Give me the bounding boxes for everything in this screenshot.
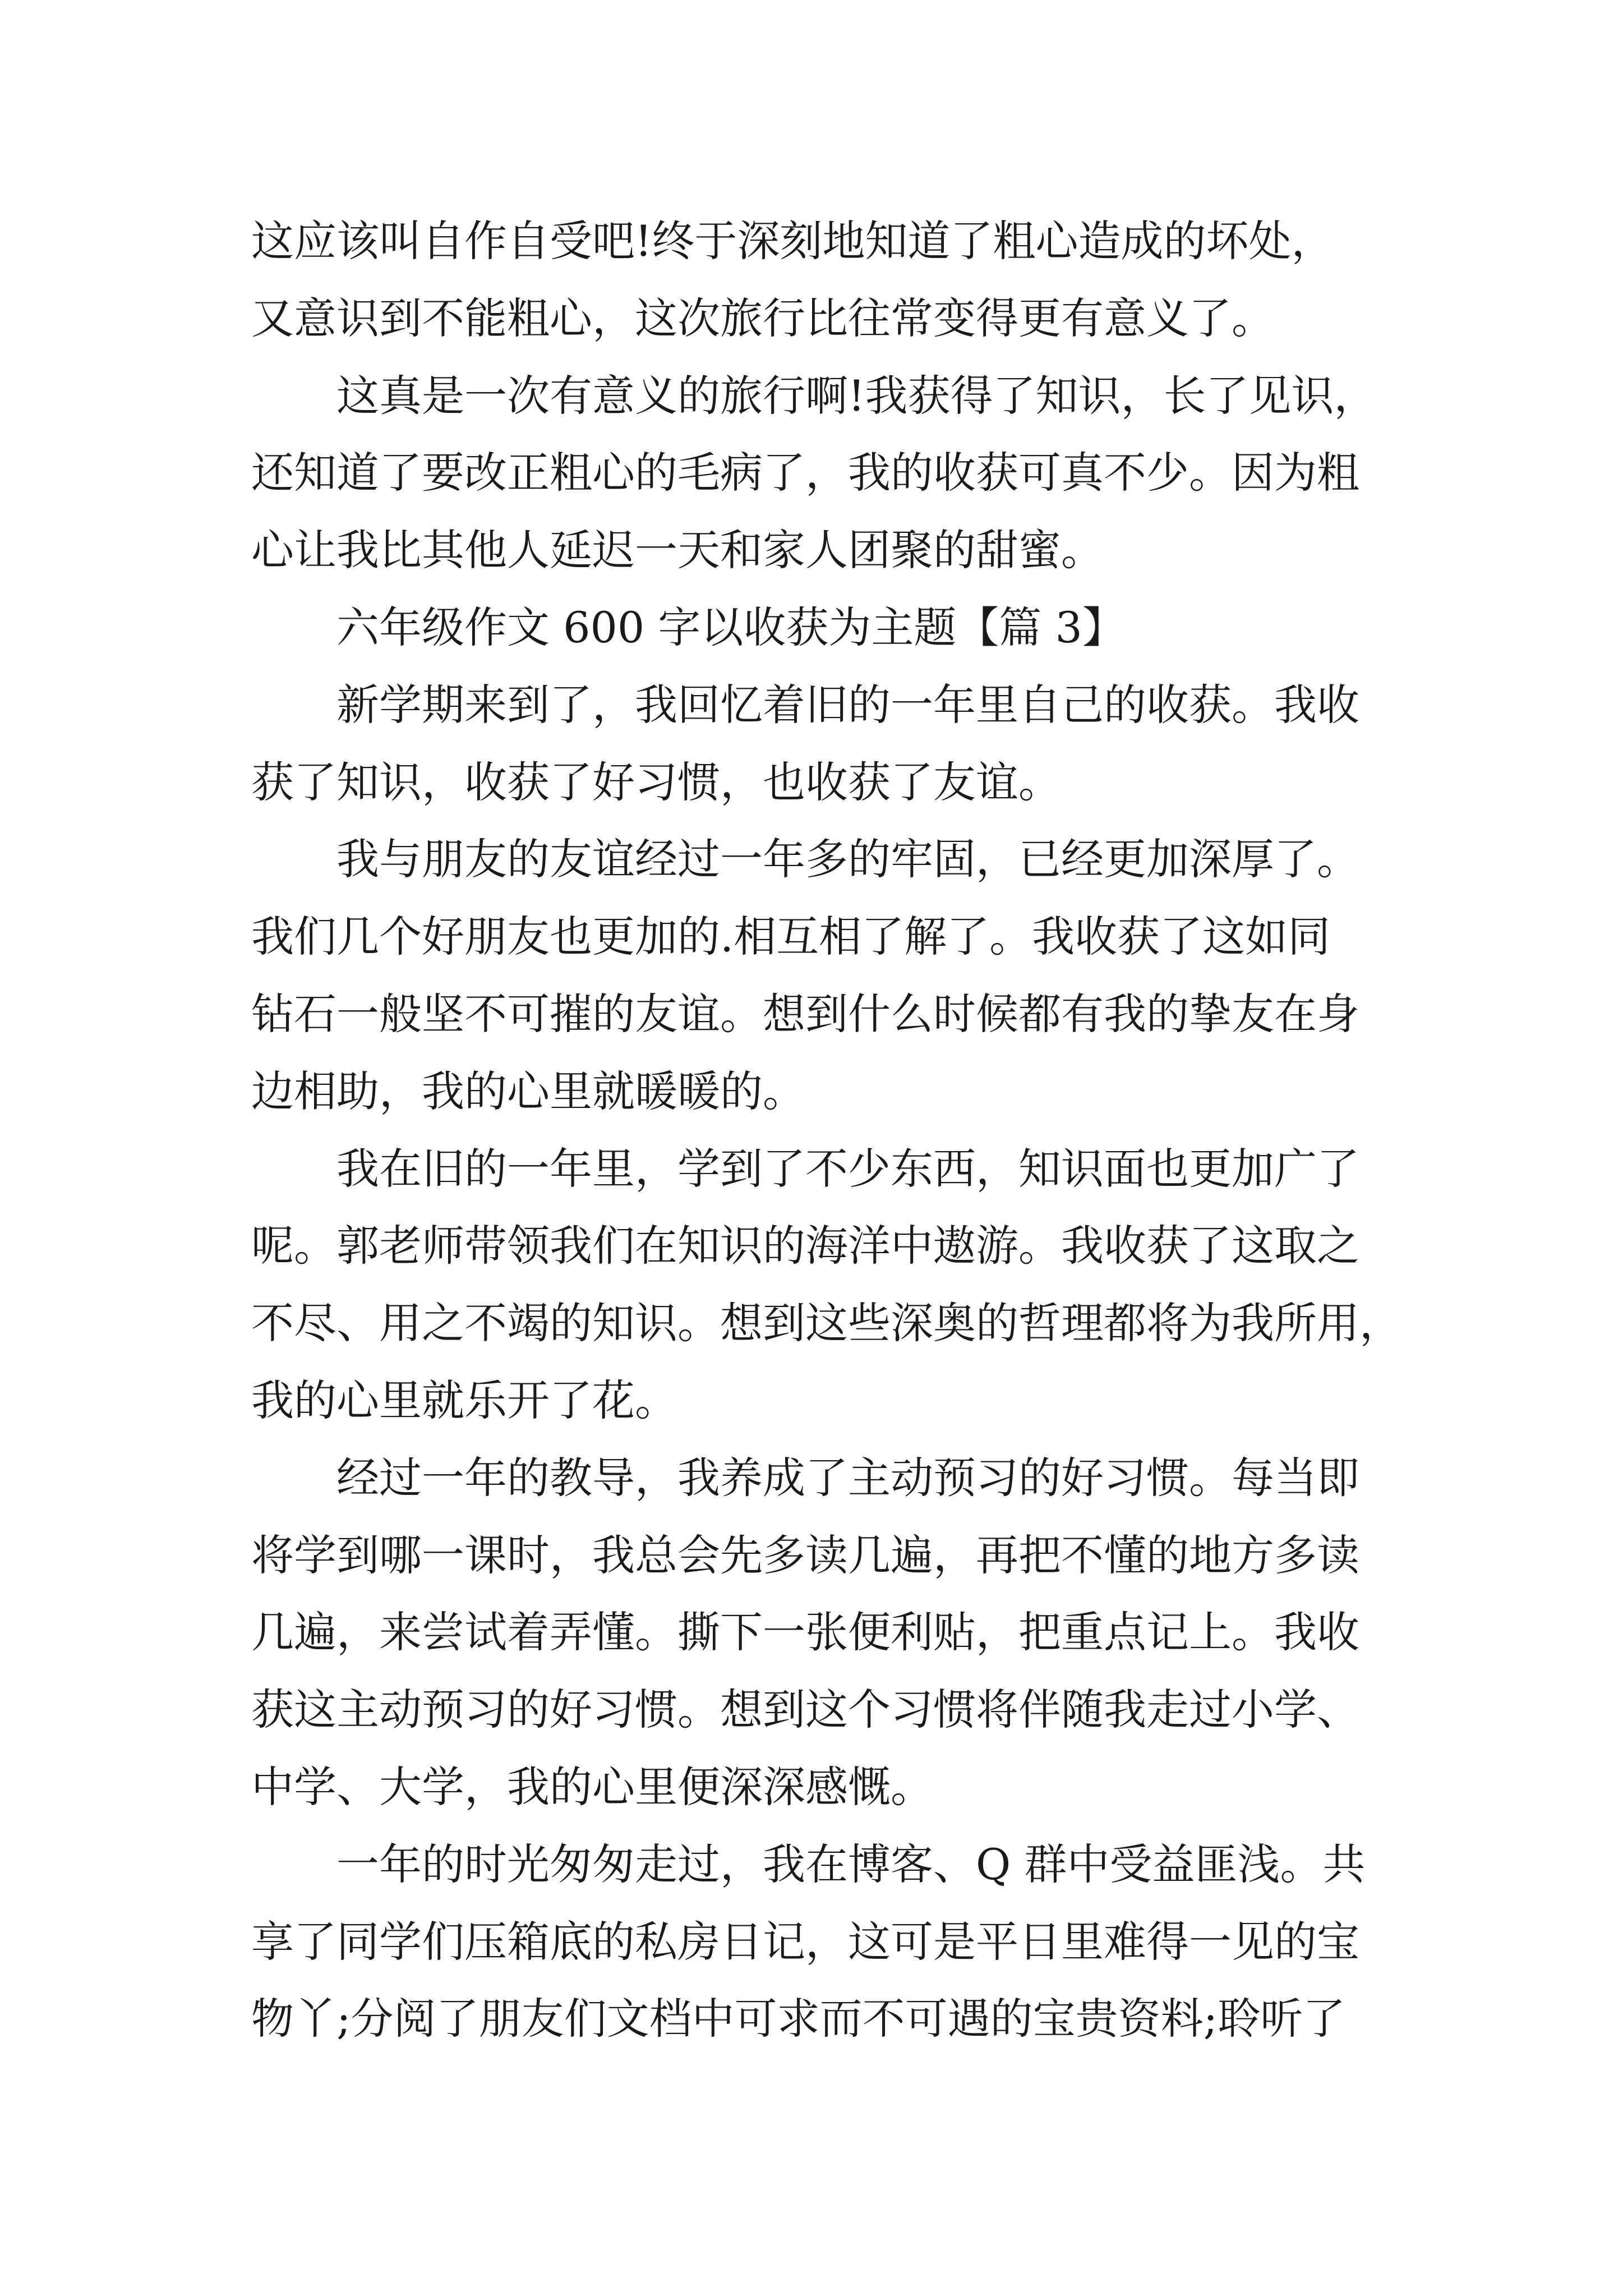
paragraph (251, 1130, 1429, 1439)
text-line: 钻石一般坚不可摧的友谊。想到什么时候都有我的挚友在身 (251, 988, 1359, 1039)
text-line: 不尽、用之不竭的知识。想到这些深奥的哲理都将为我所用， (251, 1298, 1402, 1349)
text-line: 这应该叫自作自受吧!终于深刻地知道了粗心造成的坏处， (251, 216, 1334, 266)
text-line: 边相助，我的心里就暖暖的。 (251, 1066, 805, 1116)
paragraph (251, 666, 1429, 821)
document-body (251, 203, 1429, 2058)
text-line: 经过一年的教导，我养成了主动预习的好习惯。每当即 (336, 1452, 1359, 1503)
paragraph (251, 1826, 1429, 2058)
section-heading (251, 589, 1429, 666)
paragraph (251, 1439, 1429, 1826)
section-heading-text: 六年级作文 600 字以收获为主题【篇 3】 (336, 602, 1125, 652)
text-line: 获了知识，收获了好习惯，也收获了友谊。 (251, 757, 1061, 807)
text-line: 我的心里就乐开了花。 (251, 1375, 677, 1425)
text-line: 呢。郭老师带领我们在知识的海洋中遨游。我收获了这取之 (251, 1221, 1359, 1271)
text-line: 享了同学们压箱底的私房日记，这可是平日里难得一见的宝 (251, 1916, 1359, 1967)
paragraph (251, 203, 1429, 357)
text-line: 又意识到不能粗心，这次旅行比往常变得更有意义了。 (251, 293, 1274, 343)
text-line: 一年的时光匆匆走过，我在博客、Q 群中受益匪浅。共 (336, 1839, 1366, 1889)
text-line: 还知道了要改正粗心的毛病了，我的收获可真不少。因为粗 (251, 448, 1359, 498)
text-line: 将学到哪一课时，我总会先多读几遍，再把不懂的地方多读 (251, 1530, 1359, 1580)
paragraph (251, 821, 1429, 1130)
text-line: 中学、大学，我的心里便深深感慨。 (251, 1761, 933, 1812)
text-line: 几遍，来尝试着弄懂。撕下一张便利贴，把重点记上。我收 (251, 1607, 1359, 1658)
text-line: 我在旧的一年里，学到了不少东西，知识面也更加广了 (336, 1143, 1359, 1194)
text-line: 获这主动预习的好习惯。想到这个习惯将伴随我走过小学、 (251, 1685, 1359, 1735)
paragraph (251, 357, 1429, 589)
text-line: 新学期来到了，我回忆着旧的一年里自己的收获。我收 (336, 679, 1359, 730)
text-line: 我与朋友的友谊经过一年多的牢固，已经更加深厚了。 (336, 834, 1359, 885)
text-line: 心让我比其他人延迟一天和家人团聚的甜蜜。 (251, 525, 1104, 576)
text-line: 这真是一次有意义的旅行啊!我获得了知识，长了见识， (336, 370, 1377, 421)
text-line: 我们几个好朋友也更加的.相互相了解了。我收获了这如同 (251, 912, 1331, 962)
text-line: 物丫;分阅了朋友们文档中可求而不可遇的宝贵资料;聆听了 (251, 1994, 1346, 2044)
